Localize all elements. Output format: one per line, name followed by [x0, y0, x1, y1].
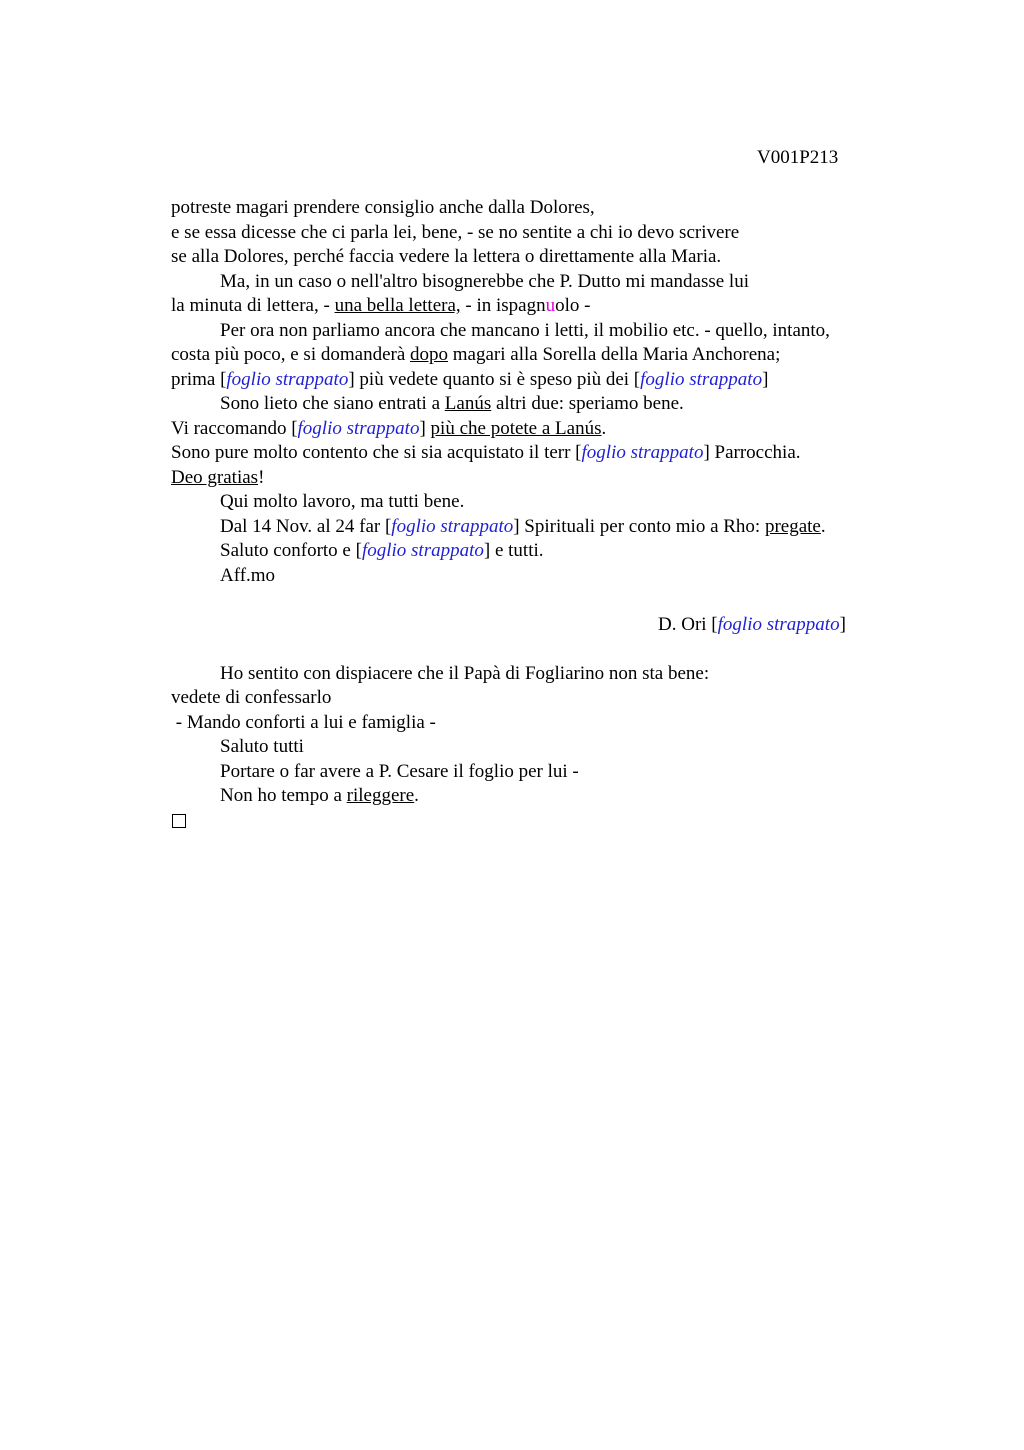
text-span: Non ho tempo a [220, 785, 347, 806]
text-span: Sono pure molto contento che si sia acquistato il terr [ [171, 442, 582, 463]
blank-line [171, 637, 971, 662]
text-line [171, 343, 971, 368]
underlined-text: più che potete a Lanús [430, 417, 602, 439]
text-span: ] Parrocchia. [703, 442, 801, 463]
text-line [171, 515, 971, 540]
text-span: D. Ori [ [658, 613, 718, 635]
text-line [171, 417, 971, 442]
underlined-text: Deo gratias [171, 466, 259, 488]
text-line: - Mando conforti a lui e famiglia - [171, 711, 436, 733]
text-span: la minuta di lettera, - [171, 295, 335, 316]
page-id: V001P213 [757, 147, 839, 168]
text-line: vedete di confessarlo [171, 687, 332, 708]
editorial-note: foglio strappato [581, 442, 704, 463]
text-line: se alla Dolores, perché faccia vedere la lettera o direttamente alla Maria. [171, 246, 722, 267]
text-span: . [601, 417, 607, 439]
editorial-note: foglio strappato [640, 368, 763, 390]
text-span: Saluto conforto e [ [220, 540, 362, 561]
underlined-text: Lanús [444, 393, 492, 414]
editorial-note: foglio strappato [717, 613, 840, 635]
editorial-note: foglio strappato [226, 368, 349, 390]
text-span: prima [ [171, 368, 227, 390]
editorial-note: foglio strappato [391, 515, 514, 537]
square-icon [172, 814, 186, 828]
text-line: e se essa dicesse che ci parla lei, bene, - se no sentite a chi io devo scrivere [171, 221, 740, 243]
underlined-text: dopo [410, 344, 449, 365]
text-span: ] più vedete quanto si è speso più dei [ [348, 368, 641, 390]
text-span: . [820, 515, 826, 537]
correction-letter: u [545, 295, 556, 316]
end-marker [171, 809, 971, 834]
text-line: Portare o far avere a P. Cesare il foglio per lui - [220, 760, 579, 782]
text-span: ] [419, 417, 431, 439]
text-span: altri due: speriamo bene. [491, 393, 684, 414]
text-line: Ma, in un caso o nell'altro bisognerebbe che P. Dutto mi mandasse lui [220, 270, 749, 292]
text-line: Ho sentito con dispiacere che il Papà di Fogliarino non sta bene: [220, 662, 710, 684]
text-span: ] [839, 613, 846, 635]
text-span: ! [258, 466, 265, 488]
text-line [171, 441, 971, 466]
text-span: Sono lieto che siano entrati a [220, 393, 445, 414]
text-span: Dal 14 Nov. al 24 far [ [220, 515, 392, 537]
text-line [171, 539, 971, 564]
letter-body [171, 196, 971, 833]
text-line [171, 392, 971, 417]
text-span: . [414, 785, 419, 806]
text-span: ] Spirituali per conto mio a Rho: [513, 515, 765, 537]
signature [171, 613, 971, 638]
text-line [171, 466, 971, 491]
text-span: ] e tutti. [483, 540, 544, 561]
editorial-note: foglio strappato [297, 417, 420, 439]
text-line: Aff.mo [220, 564, 276, 586]
text-line [171, 294, 971, 319]
text-line [171, 368, 971, 393]
text-line [171, 784, 971, 809]
text-line: Qui molto lavoro, ma tutti bene. [220, 491, 465, 512]
text-span: costa più poco, e si domanderà [171, 344, 411, 365]
text-line: potreste magari prendere consiglio anche dalla Dolores, [171, 197, 595, 218]
editorial-note: foglio strappato [361, 540, 484, 561]
text-span: ] [762, 368, 769, 390]
text-span: magari alla Sorella della Maria Anchorena; [448, 344, 781, 365]
text-span: - in ispagn [460, 295, 546, 316]
text-line: Per ora non parliamo ancora che mancano i letti, il mobilio etc. - quello, intanto, [220, 319, 830, 341]
underlined-text: rileggere [346, 785, 415, 806]
underlined-text: pregate [764, 515, 821, 537]
text-line: Saluto tutti [220, 736, 304, 757]
blank-line [171, 588, 971, 613]
text-span: Vi raccomando [ [171, 417, 298, 439]
text-span: olo - [555, 295, 591, 316]
underlined-text: una bella lettera, [334, 295, 461, 316]
